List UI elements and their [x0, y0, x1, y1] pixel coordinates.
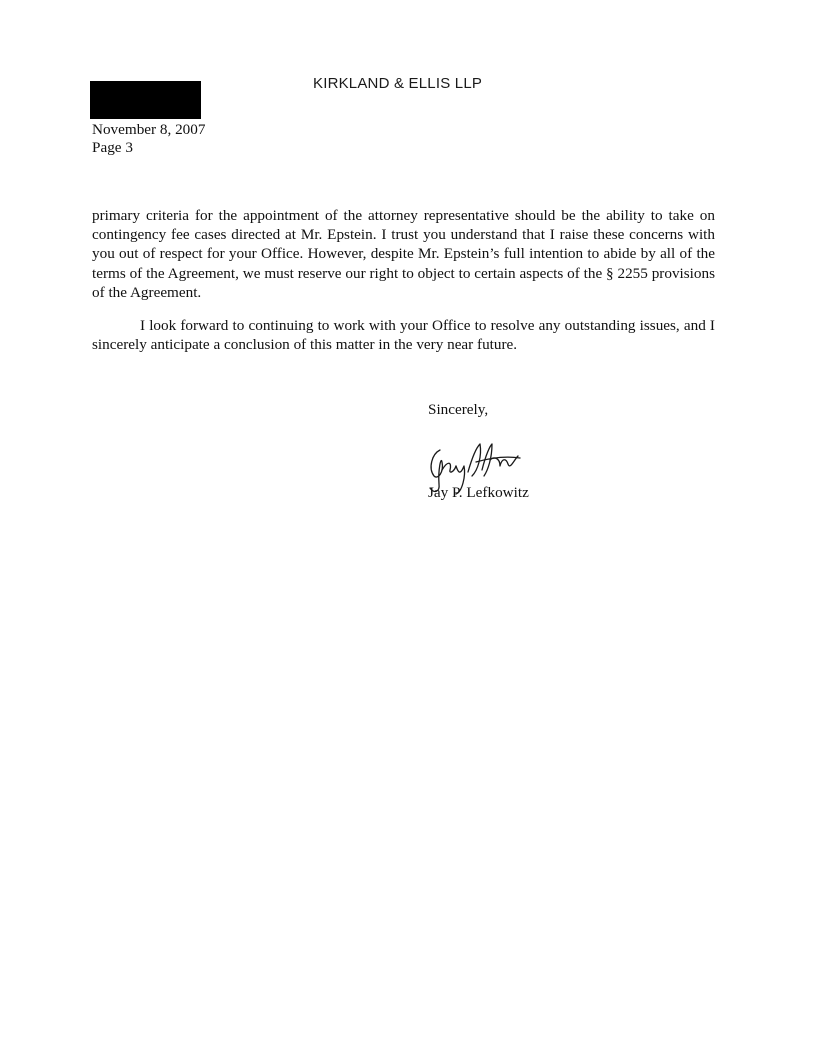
body-paragraph-2: I look forward to continuing to work with your Office to resolve any outstanding issues, and I sincerely anticipate a conclusion of this matter in the very near future.	[92, 317, 715, 354]
body-paragraph-1: primary criteria for the appointment of the attorney representative should be the ability to take on contingency fee cases directed at Mr. Epstein. I trust you understand that I raise these concerns with you out of respect for your Office. However, despite Mr. Epstein’s full intention to abide by all of the terms of the Agreement, we must reserve our right to object to certain aspects of the § 2255 provisions of the Agreement.	[92, 207, 715, 301]
firm-letterhead: KIRKLAND & ELLIS LLP	[313, 75, 483, 92]
valediction: Sincerely,	[428, 401, 489, 418]
letter-date: November 8, 2007	[92, 121, 206, 138]
page-number: Page 3	[92, 139, 133, 156]
signer-name: Jay P. Lefkowitz	[428, 484, 529, 501]
redaction-block	[90, 81, 201, 119]
